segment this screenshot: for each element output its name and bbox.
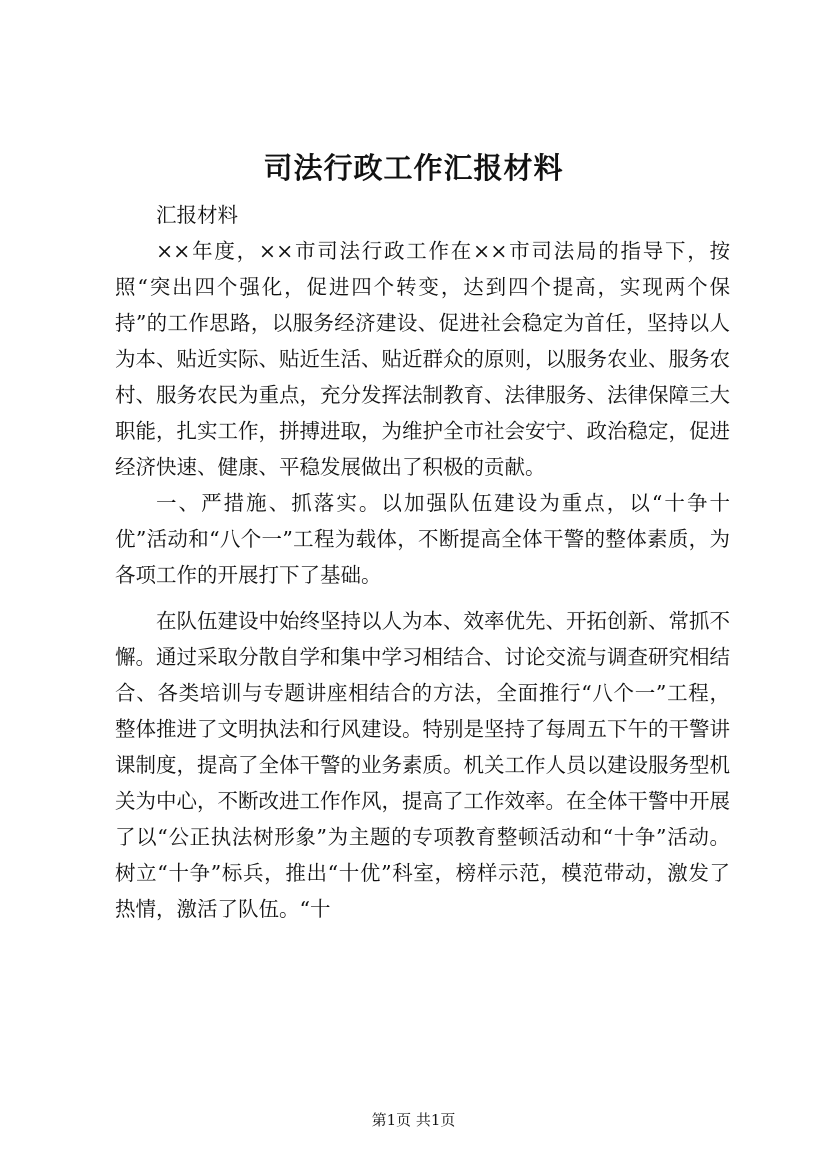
document-body — [115, 197, 730, 927]
paragraph-intro: ××年度，××市司法行政工作在××市司法局的指导下，按照“突出四个强化，促进四个转变，达到四个提高，实现两个保持”的工作思路，以服务经济建设、促进社会稳定为首任，坚持以人为本、贴近实际、贴近生活、贴近群众的原则，以服务农业、服务农村、服务农民为重点，充分发挥法制教育、法律服务、法律保障三大职能，扎实工作，拼搏进取，为维护全市社会安宁、政治稳定，促进经济快速、健康、平稳发展做出了积极的贡献。 — [115, 239, 730, 479]
page-footer: 第1页 共1页 — [371, 1111, 456, 1129]
document-title: 司法行政工作汇报材料 — [263, 151, 564, 185]
paragraph-section-one: 一、严措施、抓落实。以加强队伍建设为重点，以“十争十优”活动和“八个一”工程为载体，不断提高全体干警的整体素质，为各项工作的开展打下了基础。 — [115, 491, 730, 587]
paragraph-team-building: 在队伍建设中始终坚持以人为本、效率优先、开拓创新、常抓不懈。通过采取分散自学和集中学习相结合、讨论交流与调查研究相结合、各类培训与专题讲座相结合的方法，全面推行“八个一”工程，整体推进了文明执法和行风建设。特别是坚持了每周五下午的干警讲课制度，提高了全体干警的业务素质。机关工作人员以建设服务型机关为中心，不断改进工作作风，提高了工作效率。在全体干警中开展了以“公正执法树形象”为主题的专项教育整顿活动和“十争”活动。树立“十争”标兵，推出“十优”科室，榜样示范，模范带动，激发了热情，激活了队伍。“十 — [115, 609, 730, 921]
paragraph-heading: 汇报材料 — [156, 203, 238, 227]
